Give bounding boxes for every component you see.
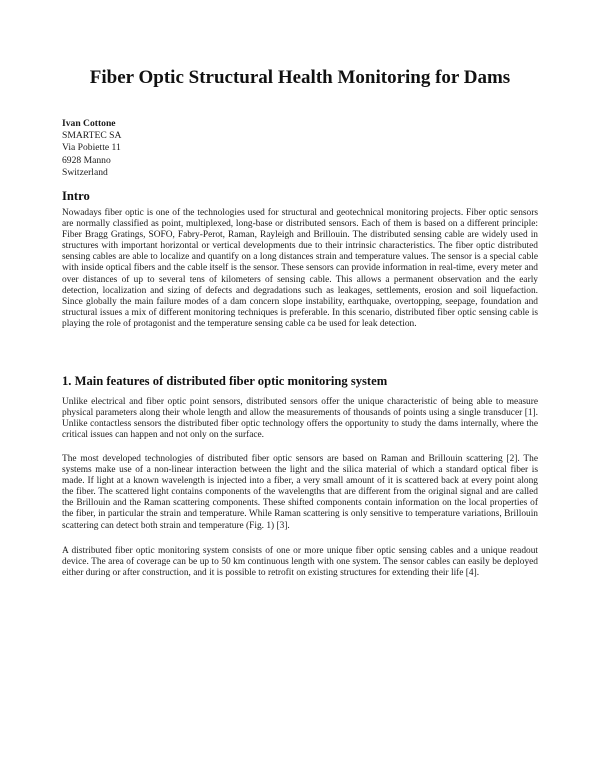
affiliation-line: SMARTEC SA <box>62 130 122 142</box>
author-name: Ivan Cottone <box>62 118 116 129</box>
affiliation-line: Switzerland <box>62 166 108 178</box>
affiliation-line: Via Pobiette 11 <box>62 142 121 154</box>
section-heading-intro: Intro <box>62 189 90 203</box>
paper-title: Fiber Optic Structural Health Monitoring for Dams <box>89 67 511 88</box>
intro-paragraph: Nowadays fiber optic is one of the technologies used for structural and geotechnical monitoring projects. Fiber optic sensors are normally classified as point, multiplexed, long-base or distributed sensors. Each of them is based on a different principle: Fiber Bragg Gratings, SOFO, Fabry-Perot, Raman, Rayleigh and Brillouin. The distributed sensing cable are widely used in structures with important horizontal or vertical developments due to their intrinsic characteristics. The fiber optic distributed sensing cables are able to localize and quantify on a long distances strain and temperature values. The sensor is a special cable with inside optical fibers and the cable itself is the sensor. These sensors can provide information in real-time, every meter and over distances of up to several tens of kilometers of sensing cable. This allows a permanent observation and the early detection, localization and sizing of defects and degradations such as leakages, settlements, erosion and soil liquefaction. Since globally the main failure modes of a dam concern slope instability, earthquake, overtopping, seepage, foundation and structural issues a mix of different monitoring techniques is preferable. In this scenario, distributed fiber optic sensing cable is playing the role of protagonist and the temperature sensing cable ca be used for leak detection. <box>62 208 538 329</box>
main-features-paragraph-1: Unlike electrical and fiber optic point sensors, distributed sensors offer the unique characteristic of being able to measure physical parameters along their whole length and allow the measurements of thousands of points using a single transducer [1]. Unlike contactless sensors the distributed fiber optic technology offers the opportunity to study the dams internally, where the critical issues can happen and not only on the surface. <box>62 397 538 441</box>
section-heading-main-features: 1. Main features of distributed fiber optic monitoring system <box>62 374 388 388</box>
affiliation-line: 6928 Manno <box>62 154 111 166</box>
author-block <box>62 118 121 179</box>
main-features-paragraph-2: The most developed technologies of distributed fiber optic sensors are based on Raman and Brillouin scattering [2]. The systems make use of a non-linear interaction between the light and the silica material of which a standard optical fiber is made. If light at a known wavelength is injected into a fiber, a very small amount of it is scattered back at every point along the fiber. The scattered light contains components of the wavelengths that are different from the original signal and are called the Brillouin and the Raman scattering components. These shifted components contain information on the local properties of the fiber, in particular the strain and temperature. While Raman scattering is only sensitive to temperature variations, Brillouin scattering can detect both strain and temperature (Fig. 1) [3]. <box>62 454 538 531</box>
main-features-paragraph-3: A distributed fiber optic monitoring system consists of one or more unique fiber optic sensing cables and a unique readout device. The area of coverage can be up to 50 km continuous length with one system. The sensor cables can easily be deployed either during or after construction, and it is possible to retrofit on existing structures for extending their life [4]. <box>62 546 538 579</box>
